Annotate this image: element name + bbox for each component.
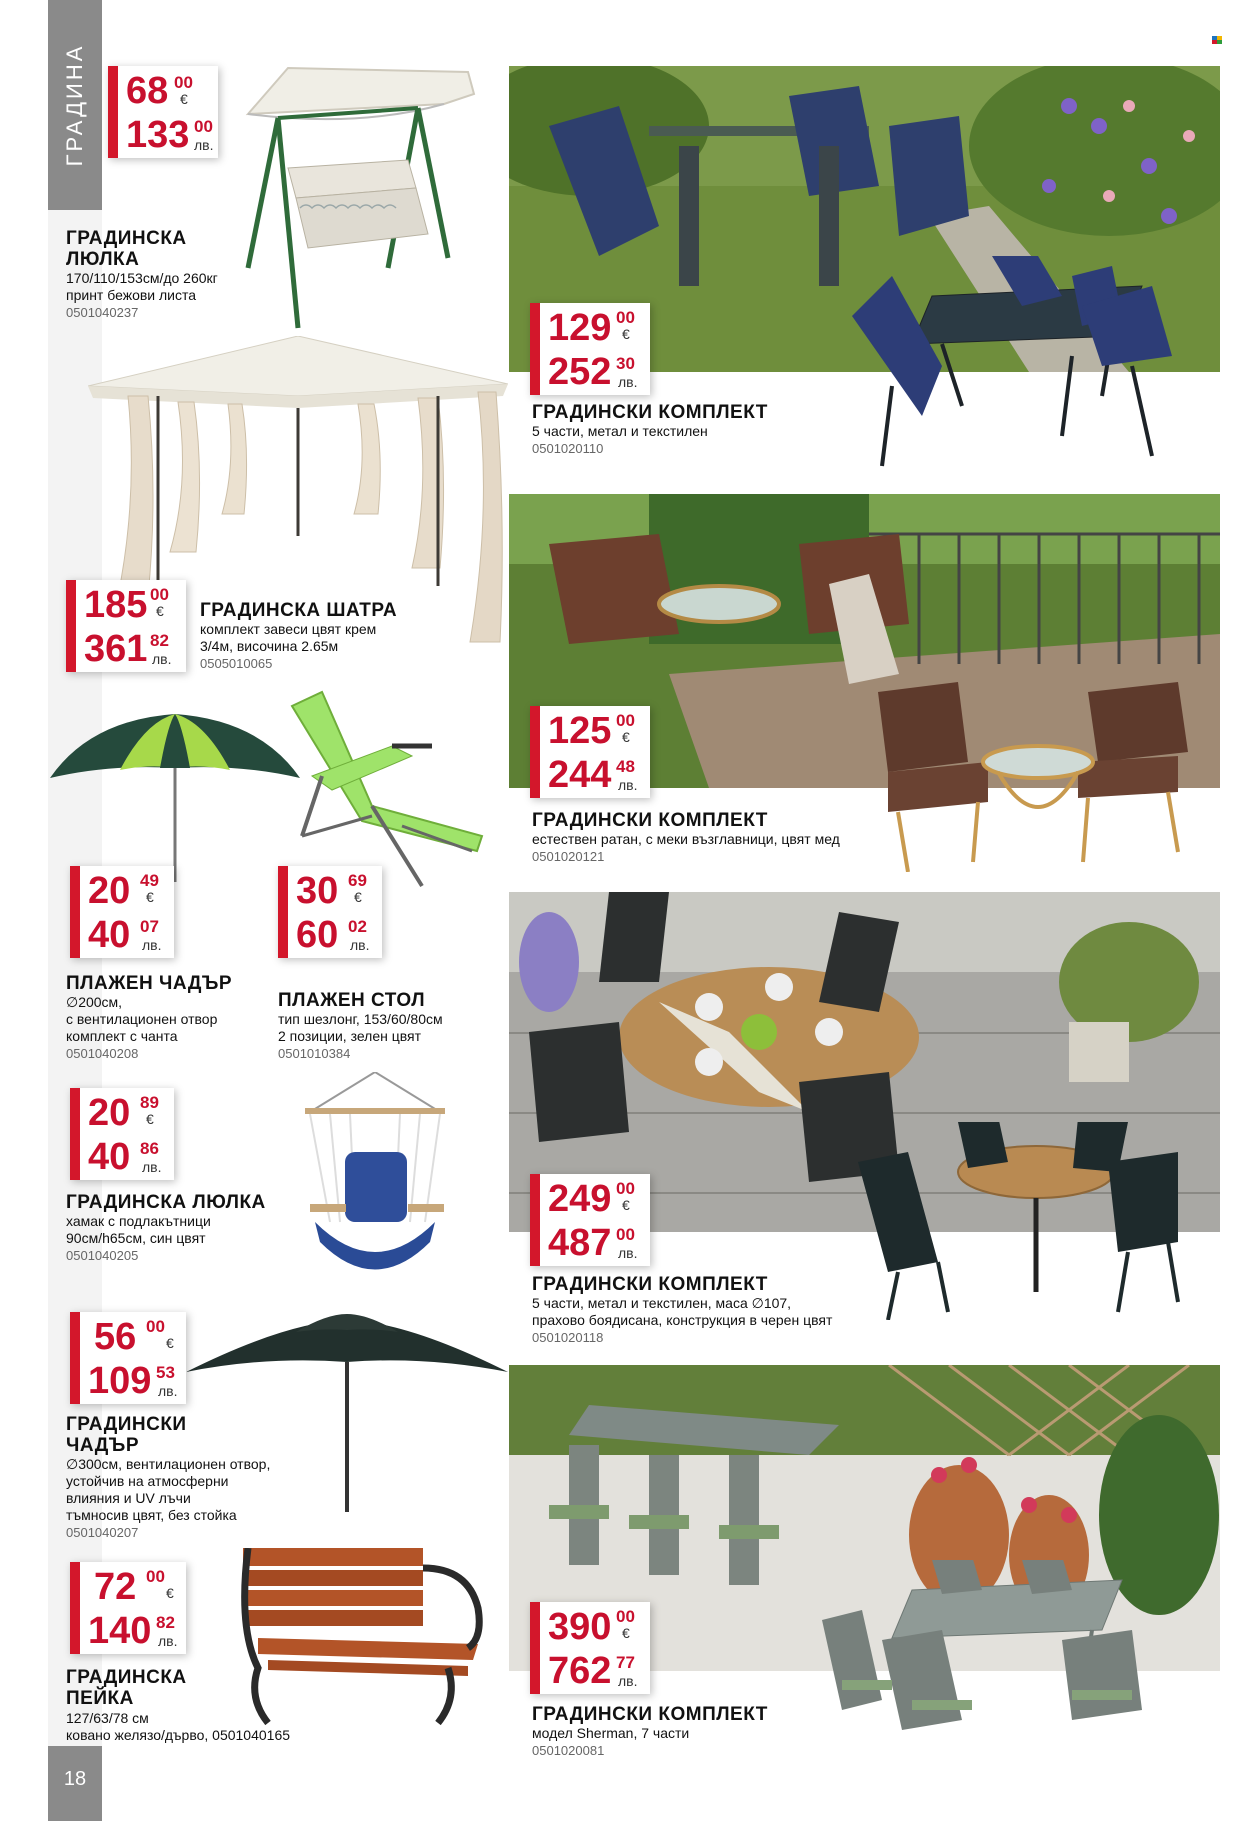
lev-symbol: лв. [618,777,638,793]
product-code: 0501040207 [66,1525,139,1540]
product-code: 0501040208 [66,1046,139,1061]
page-number-box [48,1746,102,1821]
lev-symbol: лв. [158,1383,178,1399]
product-code: 0501020110 [532,441,604,456]
lev-symbol: лв. [142,937,162,953]
product-beach-chair [278,990,498,1062]
price-tag-bench [70,1562,186,1654]
price-lev: 60 [296,914,339,956]
product-title: ГРАДИНСКИ КОМПЛЕКТ [532,810,768,831]
euro-symbol: € [166,1335,174,1351]
price-accent-bar [530,1602,540,1694]
product-code: 0501040237 [66,305,139,320]
price-lev-cents: 82 [156,1613,175,1632]
set4-cutout [822,1560,1172,1738]
product-title: ГРАДИНСКА ЛЮЛКА [66,1192,266,1213]
product-beach-umbrella [66,973,276,1062]
price-tag-hammock [70,1088,174,1180]
price-euro-cents: 00 [616,1607,635,1626]
product-title: ГРАДИНСКА ШАТРА [200,600,398,621]
product-code: 0501040205 [66,1248,139,1263]
product-code: 0501020081 [532,1743,605,1758]
product-code: 0501020118 [532,1330,604,1345]
price-euro: 20 [88,1092,131,1134]
hammock-image [300,1072,450,1292]
product-line: тъмносив цвят, без стойка [66,1507,237,1523]
price-tag-set4 [530,1602,650,1694]
lev-symbol: лв. [350,937,370,953]
price-accent-bar [530,1174,540,1266]
product-title: ГРАДИНСКИ КОМПЛЕКТ [532,1274,768,1295]
section-tab [48,0,102,210]
price-lev: 361 [84,628,148,670]
euro-symbol: € [146,1111,154,1127]
lev-symbol: лв. [194,137,214,153]
product-line: устойчив на атмосферни [66,1473,229,1489]
page-number: 18 [63,1768,87,1790]
lev-symbol: лв. [142,1159,162,1175]
price-accent-bar [70,1088,80,1180]
price-accent-bar [530,303,540,395]
price-accent-bar [278,866,288,958]
euro-symbol: € [156,603,164,619]
price-lev: 762 [548,1650,612,1692]
price-lev-cents: 53 [156,1363,175,1382]
price-lev-cents: 77 [616,1653,635,1672]
price-euro: 249 [548,1178,612,1220]
product-line: модел Sherman, 7 части [532,1725,690,1741]
lev-symbol: лв. [618,374,638,390]
price-accent-bar [70,866,80,958]
euro-symbol: € [166,1585,174,1601]
price-accent-bar [66,580,76,672]
price-euro-cents: 00 [146,1567,165,1586]
product-line: ∅200см, [66,994,123,1010]
price-tag-tent [66,580,186,672]
euro-symbol: € [622,1625,630,1641]
product-set4 [532,1704,852,1759]
product-line: прахово боядисана, конструкция в черен цвят [532,1312,833,1328]
product-title: ГРАДИНСКИ ЧАДЪР [66,1414,187,1456]
brand-logo-icon [1212,36,1222,44]
price-euro: 390 [548,1606,612,1648]
euro-symbol: € [180,91,188,107]
euro-symbol: € [622,326,630,342]
price-euro: 72 [94,1566,137,1608]
swing-image [238,58,478,330]
price-euro: 185 [84,584,148,626]
product-title: ГРАДИНСКА ЛЮЛКА [66,228,187,270]
product-hammock [66,1192,306,1264]
price-lev: 109 [88,1360,152,1402]
product-garden-umbrella [66,1414,216,1456]
product-code: 0501020121 [532,849,605,864]
product-line: с вентилационен отвор [66,1011,218,1027]
price-tag-set1 [530,303,650,395]
price-euro-cents: 00 [150,585,169,604]
product-line: 5 части, метал и текстилен, маса ∅107, [532,1295,792,1311]
product-line: тип шезлонг, 153/60/80см [278,1011,443,1027]
product-title: ГРАДИНСКА ПЕЙКА [66,1667,187,1709]
product-title: ГРАДИНСКИ КОМПЛЕКТ [532,1704,768,1725]
product-line: комплект с чанта [66,1028,178,1044]
price-tag-garden-umbrella [70,1312,186,1404]
price-lev: 133 [126,114,190,156]
lev-symbol: лв. [618,1245,638,1261]
product-line: 170/110/153см/до 260кг [66,270,218,286]
lev-symbol: лв. [152,651,172,667]
price-tag-swing [108,66,218,158]
product-line: ∅300см, вентилационен отвор, [66,1456,271,1472]
product-tent [200,600,470,672]
price-lev: 487 [548,1222,612,1264]
product-line: естествен ратан, с меки възглавници, цвят мед [532,831,840,847]
price-lev-cents: 00 [194,117,213,136]
price-euro-cents: 89 [140,1093,159,1112]
section-tab-label: ГРАДИНА [62,43,87,167]
price-tag-set3 [530,1174,650,1266]
lev-symbol: лв. [618,1673,638,1689]
beach-umbrella-image [50,712,300,882]
set1-cutout [852,256,1182,480]
product-title: ПЛАЖЕН СТОЛ [278,990,426,1011]
price-lev-cents: 30 [616,354,635,373]
price-euro: 125 [548,710,612,752]
price-lev-cents: 00 [616,1225,635,1244]
price-lev-cents: 02 [348,917,367,936]
product-garden-umbrella-details [66,1456,326,1541]
price-tag-beach-umbrella [70,866,174,958]
price-accent-bar [70,1312,80,1404]
product-swing [66,228,246,321]
product-line: влияния и UV лъчи [66,1490,191,1506]
price-euro-cents: 00 [616,1179,635,1198]
product-set2 [532,810,952,865]
price-euro-cents: 00 [174,73,193,92]
product-line: принт бежови листа [66,287,197,303]
product-line: ковано желязо/дърво, 0501040165 [66,1727,291,1743]
product-bench [66,1667,216,1709]
euro-symbol: € [622,729,630,745]
price-euro-cents: 00 [146,1317,165,1336]
price-euro: 129 [548,307,612,349]
price-euro-cents: 69 [348,871,367,890]
price-euro: 68 [126,70,169,112]
product-code: 0505010065 [200,656,273,671]
price-lev-cents: 48 [616,757,635,776]
product-set3 [532,1274,932,1346]
euro-symbol: € [354,889,362,905]
product-line: 127/63/78 см [66,1710,149,1726]
price-tag-set2 [530,706,650,798]
price-accent-bar [70,1562,80,1654]
price-lev-cents: 07 [140,917,159,936]
price-lev: 140 [88,1610,152,1652]
product-line: 90см/h65см, син цвят [66,1230,206,1246]
lev-symbol: лв. [158,1633,178,1649]
price-euro: 56 [94,1316,137,1358]
product-line: 2 позиции, зелен цвят [278,1028,422,1044]
price-lev-cents: 86 [140,1139,159,1158]
euro-symbol: € [622,1197,630,1213]
price-lev: 252 [548,351,612,393]
product-bench-details [66,1710,366,1744]
price-accent-bar [530,706,540,798]
price-lev: 244 [548,754,612,796]
price-lev: 40 [88,914,131,956]
product-line: комплект завеси цвят крем [200,621,377,637]
bench-image [238,1548,488,1726]
price-euro: 30 [296,870,339,912]
product-title: ПЛАЖЕН ЧАДЪР [66,973,233,994]
price-lev-cents: 82 [150,631,169,650]
price-euro: 20 [88,870,131,912]
price-lev: 40 [88,1136,131,1178]
product-line: хамак с подлакътници [66,1213,211,1229]
product-set1 [532,402,852,457]
product-line: 3/4м, височина 2.65м [200,638,339,654]
product-title: ГРАДИНСКИ КОМПЛЕКТ [532,402,768,423]
price-euro-cents: 49 [140,871,159,890]
euro-symbol: € [146,889,154,905]
product-line: 5 части, метал и текстилен [532,423,708,439]
product-code: 0501010384 [278,1046,351,1061]
price-euro-cents: 00 [616,308,635,327]
price-accent-bar [108,66,118,158]
price-tag-beach-chair [278,866,382,958]
price-euro-cents: 00 [616,711,635,730]
